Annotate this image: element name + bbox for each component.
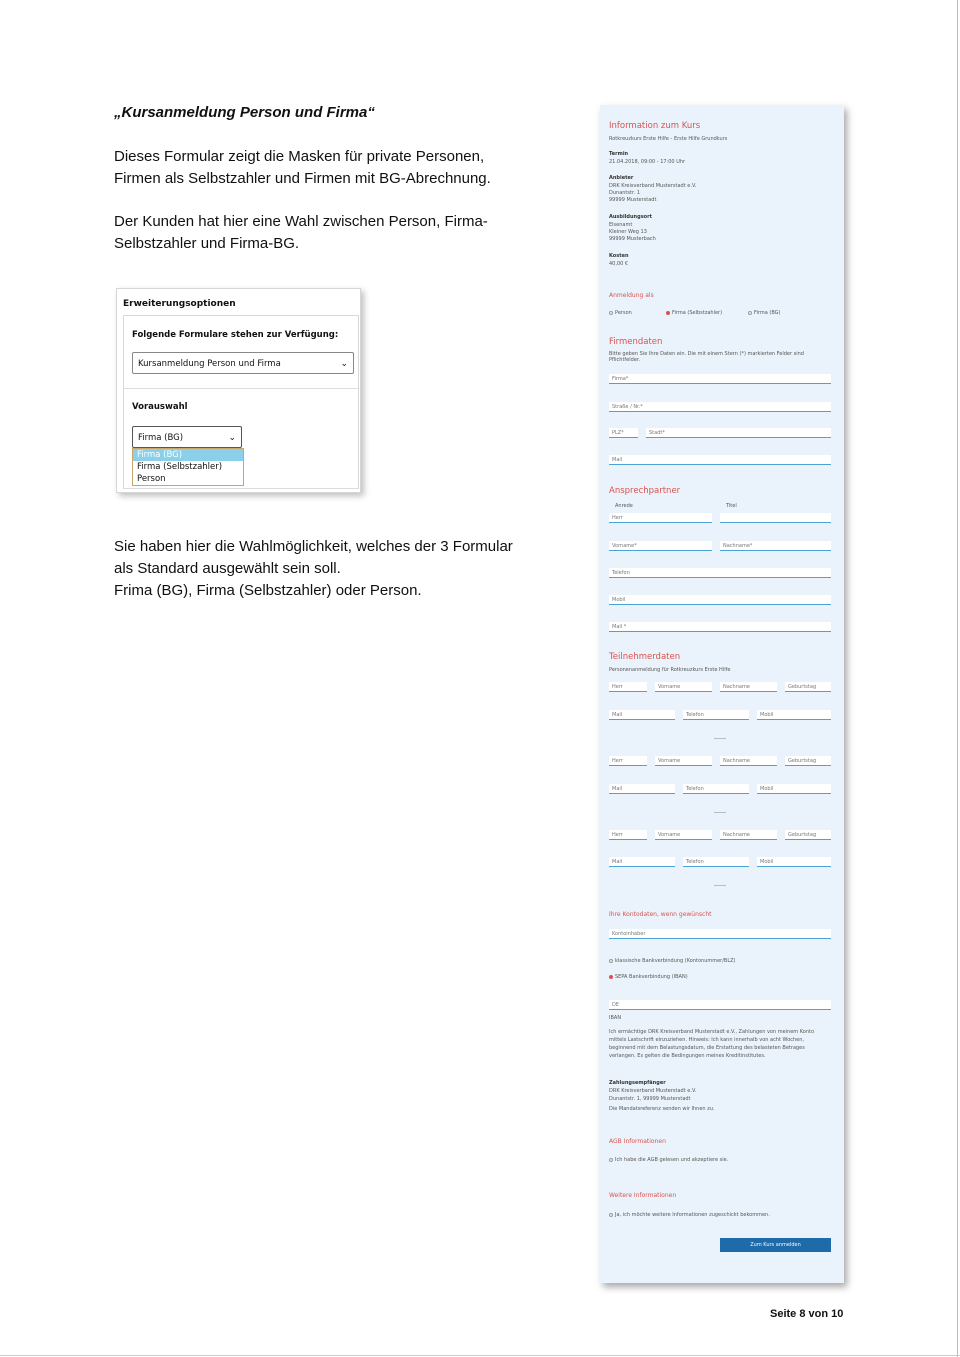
preselect-label: Vorauswahl bbox=[132, 402, 188, 412]
provider-line: Dunantstr. 1 bbox=[609, 190, 640, 196]
salutation-select[interactable] bbox=[609, 513, 712, 523]
radio-icon bbox=[748, 311, 752, 315]
dropdown-option-firma-selbstzahler[interactable]: Firma (Selbstzahler) bbox=[137, 462, 223, 472]
participant-lastname[interactable]: Nachname bbox=[720, 682, 777, 692]
payee-label: Zahlungsempfänger bbox=[609, 1080, 666, 1086]
participant-salutation[interactable]: Herr bbox=[609, 830, 647, 840]
company-mail-field[interactable]: Mail bbox=[609, 455, 831, 465]
divider bbox=[714, 812, 726, 813]
contact-mobile-field[interactable]: Mobil bbox=[609, 595, 831, 605]
provider-label: Anbieter bbox=[609, 175, 634, 181]
mandate-text: Ich ermächtige DRK Kreisverband Musterstadt e.V., Zahlungen von meinem Konto mittels Lastschrift einzuziehen. Hinweis: Ich kann innerhalb von acht Wochen, beginnend mit dem Belastungsdatum, die Erstattung des belasteten Betrages verlangen. Es gelten die Bedingungen meines Kreditinstitutes. bbox=[609, 1029, 815, 1059]
radio-selected-icon bbox=[609, 975, 613, 979]
options-heading: Erweiterungsoptionen bbox=[123, 299, 236, 309]
checkbox-icon bbox=[609, 1158, 613, 1162]
checkbox-icon bbox=[609, 1213, 613, 1217]
company-hint: Bitte geben Sie Ihre Daten ein. Die mit einem Stern (*) markierten Felder sind Pflichtfelder. bbox=[609, 351, 804, 363]
radio-firma-sz-label: Firma (Selbstzahler) bbox=[672, 310, 723, 316]
account-holder-field[interactable]: Kontoinhaber bbox=[609, 929, 831, 939]
radio-person[interactable] bbox=[609, 310, 632, 316]
registration-form-screenshot bbox=[600, 105, 844, 1283]
page-number: Seite 8 von 10 bbox=[770, 1308, 844, 1320]
register-as-label: Anmeldung als bbox=[609, 292, 654, 299]
title-label: Titel bbox=[726, 503, 737, 509]
intro-line: Firmen als Selbstzahler und Firmen mit BG-Abrechnung. bbox=[114, 170, 491, 187]
participant-firstname[interactable]: Vorname bbox=[655, 756, 712, 766]
choice-paragraph bbox=[114, 211, 554, 255]
title-select[interactable] bbox=[720, 513, 831, 523]
participant-mail[interactable]: Mail bbox=[609, 857, 675, 867]
radio-firma-selbstzahler[interactable] bbox=[666, 310, 722, 316]
page-edge-right bbox=[957, 0, 958, 1357]
date-label: Termin bbox=[609, 151, 629, 157]
radio-icon bbox=[609, 311, 613, 315]
participant-salutation[interactable]: Herr bbox=[609, 682, 647, 692]
info-title: Information zum Kurs bbox=[609, 121, 701, 131]
bank-sepa-label: SEPA Bankverbindung (IBAN) bbox=[615, 974, 688, 980]
dropdown-option-firma-bg[interactable]: Firma (BG) bbox=[133, 449, 243, 461]
participant-firstname[interactable]: Vorname bbox=[655, 830, 712, 840]
dropdown-option-person[interactable]: Person bbox=[137, 474, 166, 484]
preselect-dropdown bbox=[132, 448, 244, 486]
participant-phone[interactable]: Telefon bbox=[683, 784, 749, 794]
contact-title: Ansprechpartner bbox=[609, 486, 681, 496]
participant-mobile[interactable]: Mobil bbox=[757, 710, 831, 720]
preselect-select-value: Firma (BG) bbox=[138, 433, 184, 443]
participant-mail[interactable]: Mail bbox=[609, 784, 675, 794]
divider bbox=[124, 488, 358, 489]
default-line: Sie haben hier die Wahlmöglichkeit, welches der 3 Formular bbox=[114, 538, 513, 555]
location-line: Kleiner Weg 13 bbox=[609, 229, 647, 235]
participant-phone[interactable]: Telefon bbox=[683, 710, 749, 720]
forms-label: Folgende Formulare stehen zur Verfügung: bbox=[132, 330, 339, 340]
divider bbox=[714, 738, 726, 739]
participants-hint: Personenanmeldung für Rotkreuzkurs Erste Hilfe bbox=[609, 667, 731, 673]
salutation-value: Herr bbox=[612, 515, 623, 521]
radio-person-label: Person bbox=[615, 310, 632, 316]
divider bbox=[124, 388, 358, 389]
company-title: Firmendaten bbox=[609, 337, 663, 347]
more-info-title: Weitere Informationen bbox=[609, 1192, 677, 1199]
contact-lastname-field[interactable]: Nachname* bbox=[720, 541, 831, 551]
divider bbox=[714, 885, 726, 886]
contact-mail-field[interactable]: Mail * bbox=[609, 622, 831, 632]
contact-firstname-field[interactable]: Vorname* bbox=[609, 541, 712, 551]
participant-firstname[interactable]: Vorname bbox=[655, 682, 712, 692]
radio-selected-icon bbox=[666, 311, 670, 315]
participant-phone[interactable]: Telefon bbox=[683, 857, 749, 867]
default-line: als Standard ausgewählt sein soll. bbox=[114, 560, 341, 577]
participant-lastname[interactable]: Nachname bbox=[720, 830, 777, 840]
iban-label: IBAN bbox=[609, 1015, 622, 1021]
participant-birthday[interactable]: Geburtstag bbox=[785, 682, 831, 692]
choice-line: Der Kunden hat hier eine Wahl zwischen Person, Firma- bbox=[114, 213, 488, 230]
participants-title: Teilnehmerdaten bbox=[609, 652, 681, 662]
options-panel-screenshot bbox=[116, 288, 361, 493]
agb-title: AGB Informationen bbox=[609, 1138, 666, 1145]
location-label: Ausbildungsort bbox=[609, 214, 652, 220]
radio-firma-bg-label: Firma (BG) bbox=[754, 310, 781, 316]
radio-bank-sepa[interactable] bbox=[609, 974, 688, 980]
default-line: Frima (BG), Firma (Selbstzahler) oder Person. bbox=[114, 582, 422, 599]
date-value: 21.04.2018, 09:00 - 17:00 Uhr bbox=[609, 159, 686, 165]
more-info-checkbox[interactable] bbox=[609, 1212, 770, 1218]
provider-line: DRK Kreisverband Musterstadt e.V. bbox=[609, 183, 697, 189]
submit-button[interactable]: Zum Kurs anmelden bbox=[720, 1238, 831, 1252]
participant-birthday[interactable]: Geburtstag bbox=[785, 756, 831, 766]
default-paragraph bbox=[114, 536, 554, 602]
bank-classic-label: klassische Bankverbindung (Kontonummer/BLZ) bbox=[615, 958, 736, 964]
contact-phone-field[interactable]: Telefon bbox=[609, 568, 831, 578]
participant-salutation[interactable]: Herr bbox=[609, 756, 647, 766]
radio-bank-classic[interactable] bbox=[609, 958, 736, 964]
choice-line: Selbstzahler und Firma-BG. bbox=[114, 235, 300, 252]
cost-label: Kosten bbox=[609, 253, 629, 259]
page-edge-bottom bbox=[0, 1355, 960, 1356]
radio-icon bbox=[609, 959, 613, 963]
intro-line: Dieses Formular zeigt die Masken für private Personen, bbox=[114, 148, 485, 165]
bank-title: Ihre Kontodaten, wenn gewünscht bbox=[609, 911, 712, 918]
participant-lastname[interactable]: Nachname bbox=[720, 756, 777, 766]
participant-mobile[interactable]: Mobil bbox=[757, 784, 831, 794]
payee-line: DRK Kreisverband Musterstadt e.V. bbox=[609, 1088, 697, 1094]
company-field[interactable]: Firma* bbox=[609, 374, 831, 384]
zip-field[interactable]: PLZ* bbox=[609, 428, 638, 438]
street-field[interactable]: Straße / Nr.* bbox=[609, 402, 831, 412]
course-name: Rotkreuzkurs Erste Hilfe - Erste Hilfe Grundkurs bbox=[609, 136, 728, 142]
preselect-select[interactable] bbox=[132, 426, 242, 448]
chevron-down-icon: ⌄ bbox=[340, 359, 348, 369]
agb-checkbox-label: Ich habe die AGB gelesen und akzeptiere sie. bbox=[615, 1157, 729, 1163]
chevron-down-icon: ⌄ bbox=[228, 433, 236, 443]
options-box bbox=[123, 315, 359, 489]
participant-mail[interactable]: Mail bbox=[609, 710, 675, 720]
participant-mobile[interactable]: Mobil bbox=[757, 857, 831, 867]
forms-select-value: Kursanmeldung Person und Firma bbox=[138, 359, 281, 369]
provider-line: 99999 Musterstadt bbox=[609, 197, 657, 203]
location-line: Elsenamt bbox=[609, 222, 633, 228]
intro-paragraph bbox=[114, 146, 554, 190]
participant-birthday[interactable]: Geburtstag bbox=[785, 830, 831, 840]
more-info-checkbox-label: Ja, ich möchte weitere Informationen zugeschickt bekommen. bbox=[615, 1212, 770, 1218]
salutation-label: Anrede bbox=[615, 503, 633, 509]
cost-value: 40,00 € bbox=[609, 261, 629, 267]
payee-line: Die Mandatsreferenz senden wir Ihnen zu. bbox=[609, 1106, 715, 1112]
agb-checkbox[interactable] bbox=[609, 1157, 728, 1163]
iban-field[interactable]: DE bbox=[609, 1000, 831, 1010]
city-field[interactable]: Stadt* bbox=[646, 428, 831, 438]
forms-select[interactable] bbox=[132, 352, 354, 374]
location-line: 99999 Musterbach bbox=[609, 236, 656, 242]
document-title: „Kursanmeldung Person und Firma“ bbox=[114, 104, 375, 121]
payee-line: Dunantstr. 1, 99999 Musterstadt bbox=[609, 1096, 691, 1102]
radio-firma-bg[interactable] bbox=[748, 310, 781, 316]
